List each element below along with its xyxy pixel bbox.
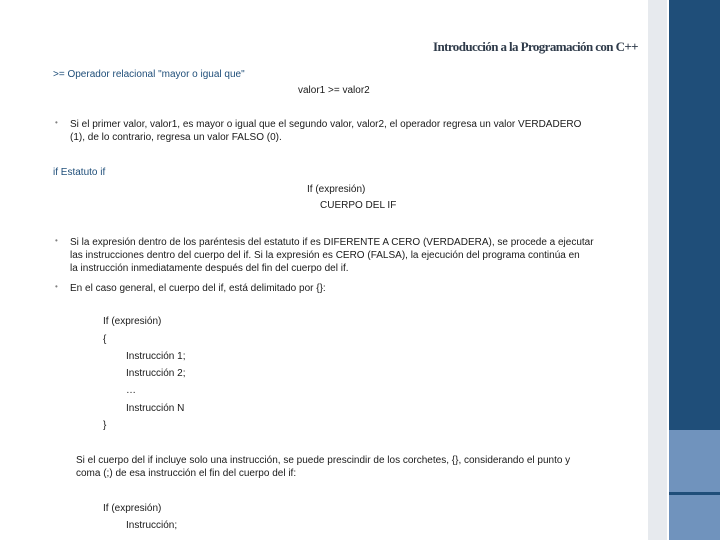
code-line-if: If (expresión) [103, 316, 162, 327]
code-line-instruction2: Instrucción 2; [126, 368, 186, 379]
if-description-line1: Si la expresión dentro de los paréntesis del estatuto if es DIFERENTE A CERO (VERDADERA), se procede a ejecutar [70, 237, 594, 248]
code-line-instructionN: Instrucción N [126, 403, 185, 414]
single-instruction-note-line1: Si el cuerpo del if incluye solo una instrucción, se puede prescindir de los corchetes, {}, considerando el punto y [76, 455, 571, 466]
decorative-block-upper [669, 430, 720, 492]
bullet-marker: • [55, 236, 58, 245]
slide-title: Introducción a la Programación con C++ [433, 39, 638, 54]
if-description-line3: la instrucción inmediatamente después del fin del cuerpo del if. [70, 263, 349, 274]
bullet-marker: • [55, 282, 58, 291]
code-line-close-brace: } [103, 420, 107, 431]
if-syntax-line2: CUERPO DEL IF [320, 200, 397, 211]
operator-syntax: valor1 >= valor2 [298, 85, 370, 96]
code-line-ellipsis: … [126, 385, 136, 396]
operator-heading: >= Operador relacional "mayor o igual que" [53, 69, 245, 80]
operator-description-line1: Si el primer valor, valor1, es mayor o igual que el segundo valor, valor2, el operador regresa un valor VERDADERO [70, 119, 582, 130]
decorative-block-lower [669, 495, 720, 540]
code-line-instruction1: Instrucción 1; [126, 351, 186, 362]
code2-line-instruction: Instrucción; [126, 520, 178, 531]
code2-line-if: If (expresión) [103, 503, 162, 514]
operator-description-line2: (1), de lo contrario, regresa un valor FALSO (0). [70, 132, 282, 143]
if-description-line2: las instrucciones dentro del cuerpo del if. Si la expresión es CERO (FALSA), la ejecución del programa continúa en [70, 250, 580, 261]
bullet-marker: • [55, 118, 58, 127]
decorative-strip-light [648, 0, 667, 540]
if-body-delimiter-text: En el caso general, el cuerpo del if, está delimitado por {}: [70, 283, 326, 294]
if-heading: if Estatuto if [53, 167, 106, 178]
single-instruction-note-line2: coma (;) de esa instrucción el fin del cuerpo del if: [76, 468, 297, 479]
if-syntax-line1: If (expresión) [307, 184, 366, 195]
code-line-open-brace: { [103, 334, 107, 345]
